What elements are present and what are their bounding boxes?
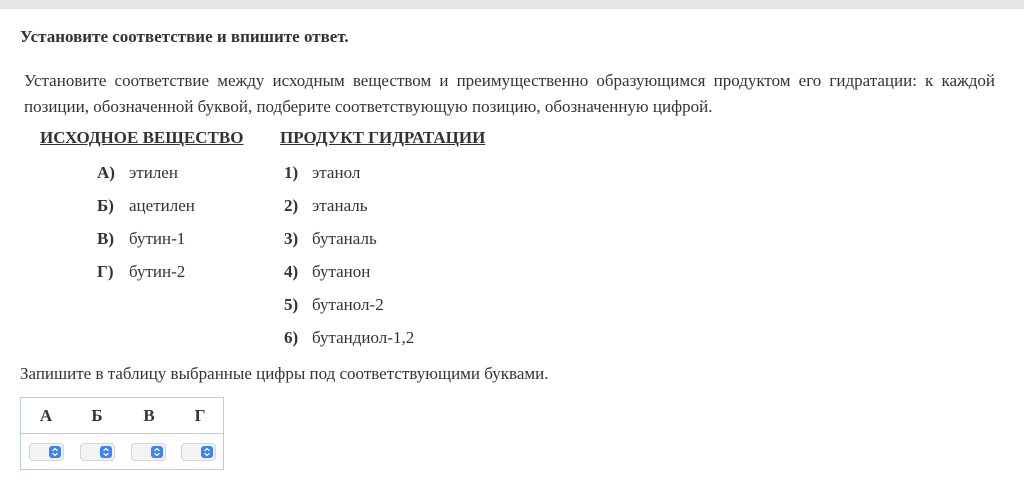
task-title: Установите соответствие и впишите ответ. [20, 27, 349, 46]
answer-header-v: В [143, 406, 155, 425]
right-item-key: 4) [284, 262, 299, 281]
right-item-key: 3) [284, 229, 299, 248]
right-item-5 [284, 295, 384, 315]
left-item-label: ацетилен [129, 196, 195, 215]
left-item-a [97, 163, 178, 183]
answer-select-g[interactable] [181, 443, 216, 461]
left-column-header: ИСХОДНОЕ ВЕЩЕСТВО [40, 128, 244, 147]
right-item-label: бутаналь [312, 229, 377, 248]
right-column-header: ПРОДУКТ ГИДРАТАЦИИ [280, 128, 486, 147]
right-item-6 [284, 328, 414, 348]
right-item-key: 5) [284, 295, 299, 314]
answer-select-v[interactable] [131, 443, 166, 461]
answer-select-a[interactable] [29, 443, 64, 461]
top-bar [0, 0, 1024, 9]
left-item-b [97, 196, 195, 216]
right-item-key: 1) [284, 163, 299, 182]
right-item-4 [284, 262, 370, 282]
answer-header-a: А [39, 406, 53, 425]
right-item-key: 6) [284, 328, 299, 347]
answer-table [20, 397, 224, 470]
left-item-key: А) [97, 163, 115, 182]
answer-header-b: Б [91, 406, 103, 425]
left-item-label: бутин-2 [129, 262, 186, 281]
left-item-g [97, 262, 185, 282]
right-item-label: бутандиол-1,2 [312, 328, 415, 347]
answer-select-b[interactable] [80, 443, 115, 461]
right-item-label: бутанон [312, 262, 371, 281]
right-item-key: 2) [284, 196, 299, 215]
left-item-key: В) [97, 229, 114, 248]
left-item-key: Б) [97, 196, 114, 215]
right-item-label: этанол [312, 163, 361, 182]
right-item-label: бутанол-2 [312, 295, 384, 314]
task-description: Установите соответствие между исходным веществом и преимущественно образующимся продуктом его гидратации: к каждой позиции, обозначенной буквой, подберите соответствующую позицию, обозначенную цифрой. [24, 71, 995, 116]
chevron-up-down-icon [201, 446, 213, 458]
chevron-up-down-icon [49, 446, 61, 458]
right-item-label: этаналь [312, 196, 368, 215]
chevron-up-down-icon [151, 446, 163, 458]
right-item-3 [284, 229, 377, 249]
left-item-label: бутин-1 [129, 229, 186, 248]
right-item-2 [284, 196, 368, 216]
answer-table-header [21, 398, 223, 434]
right-item-1 [284, 163, 360, 183]
answer-instruction: Запишите в таблицу выбранные цифры под соответствующими буквами. [20, 364, 549, 383]
left-item-key: Г) [97, 262, 114, 281]
answer-header-g: Г [194, 406, 206, 425]
chevron-up-down-icon [100, 446, 112, 458]
left-item-label: этилен [129, 163, 178, 182]
left-item-v [97, 229, 185, 249]
